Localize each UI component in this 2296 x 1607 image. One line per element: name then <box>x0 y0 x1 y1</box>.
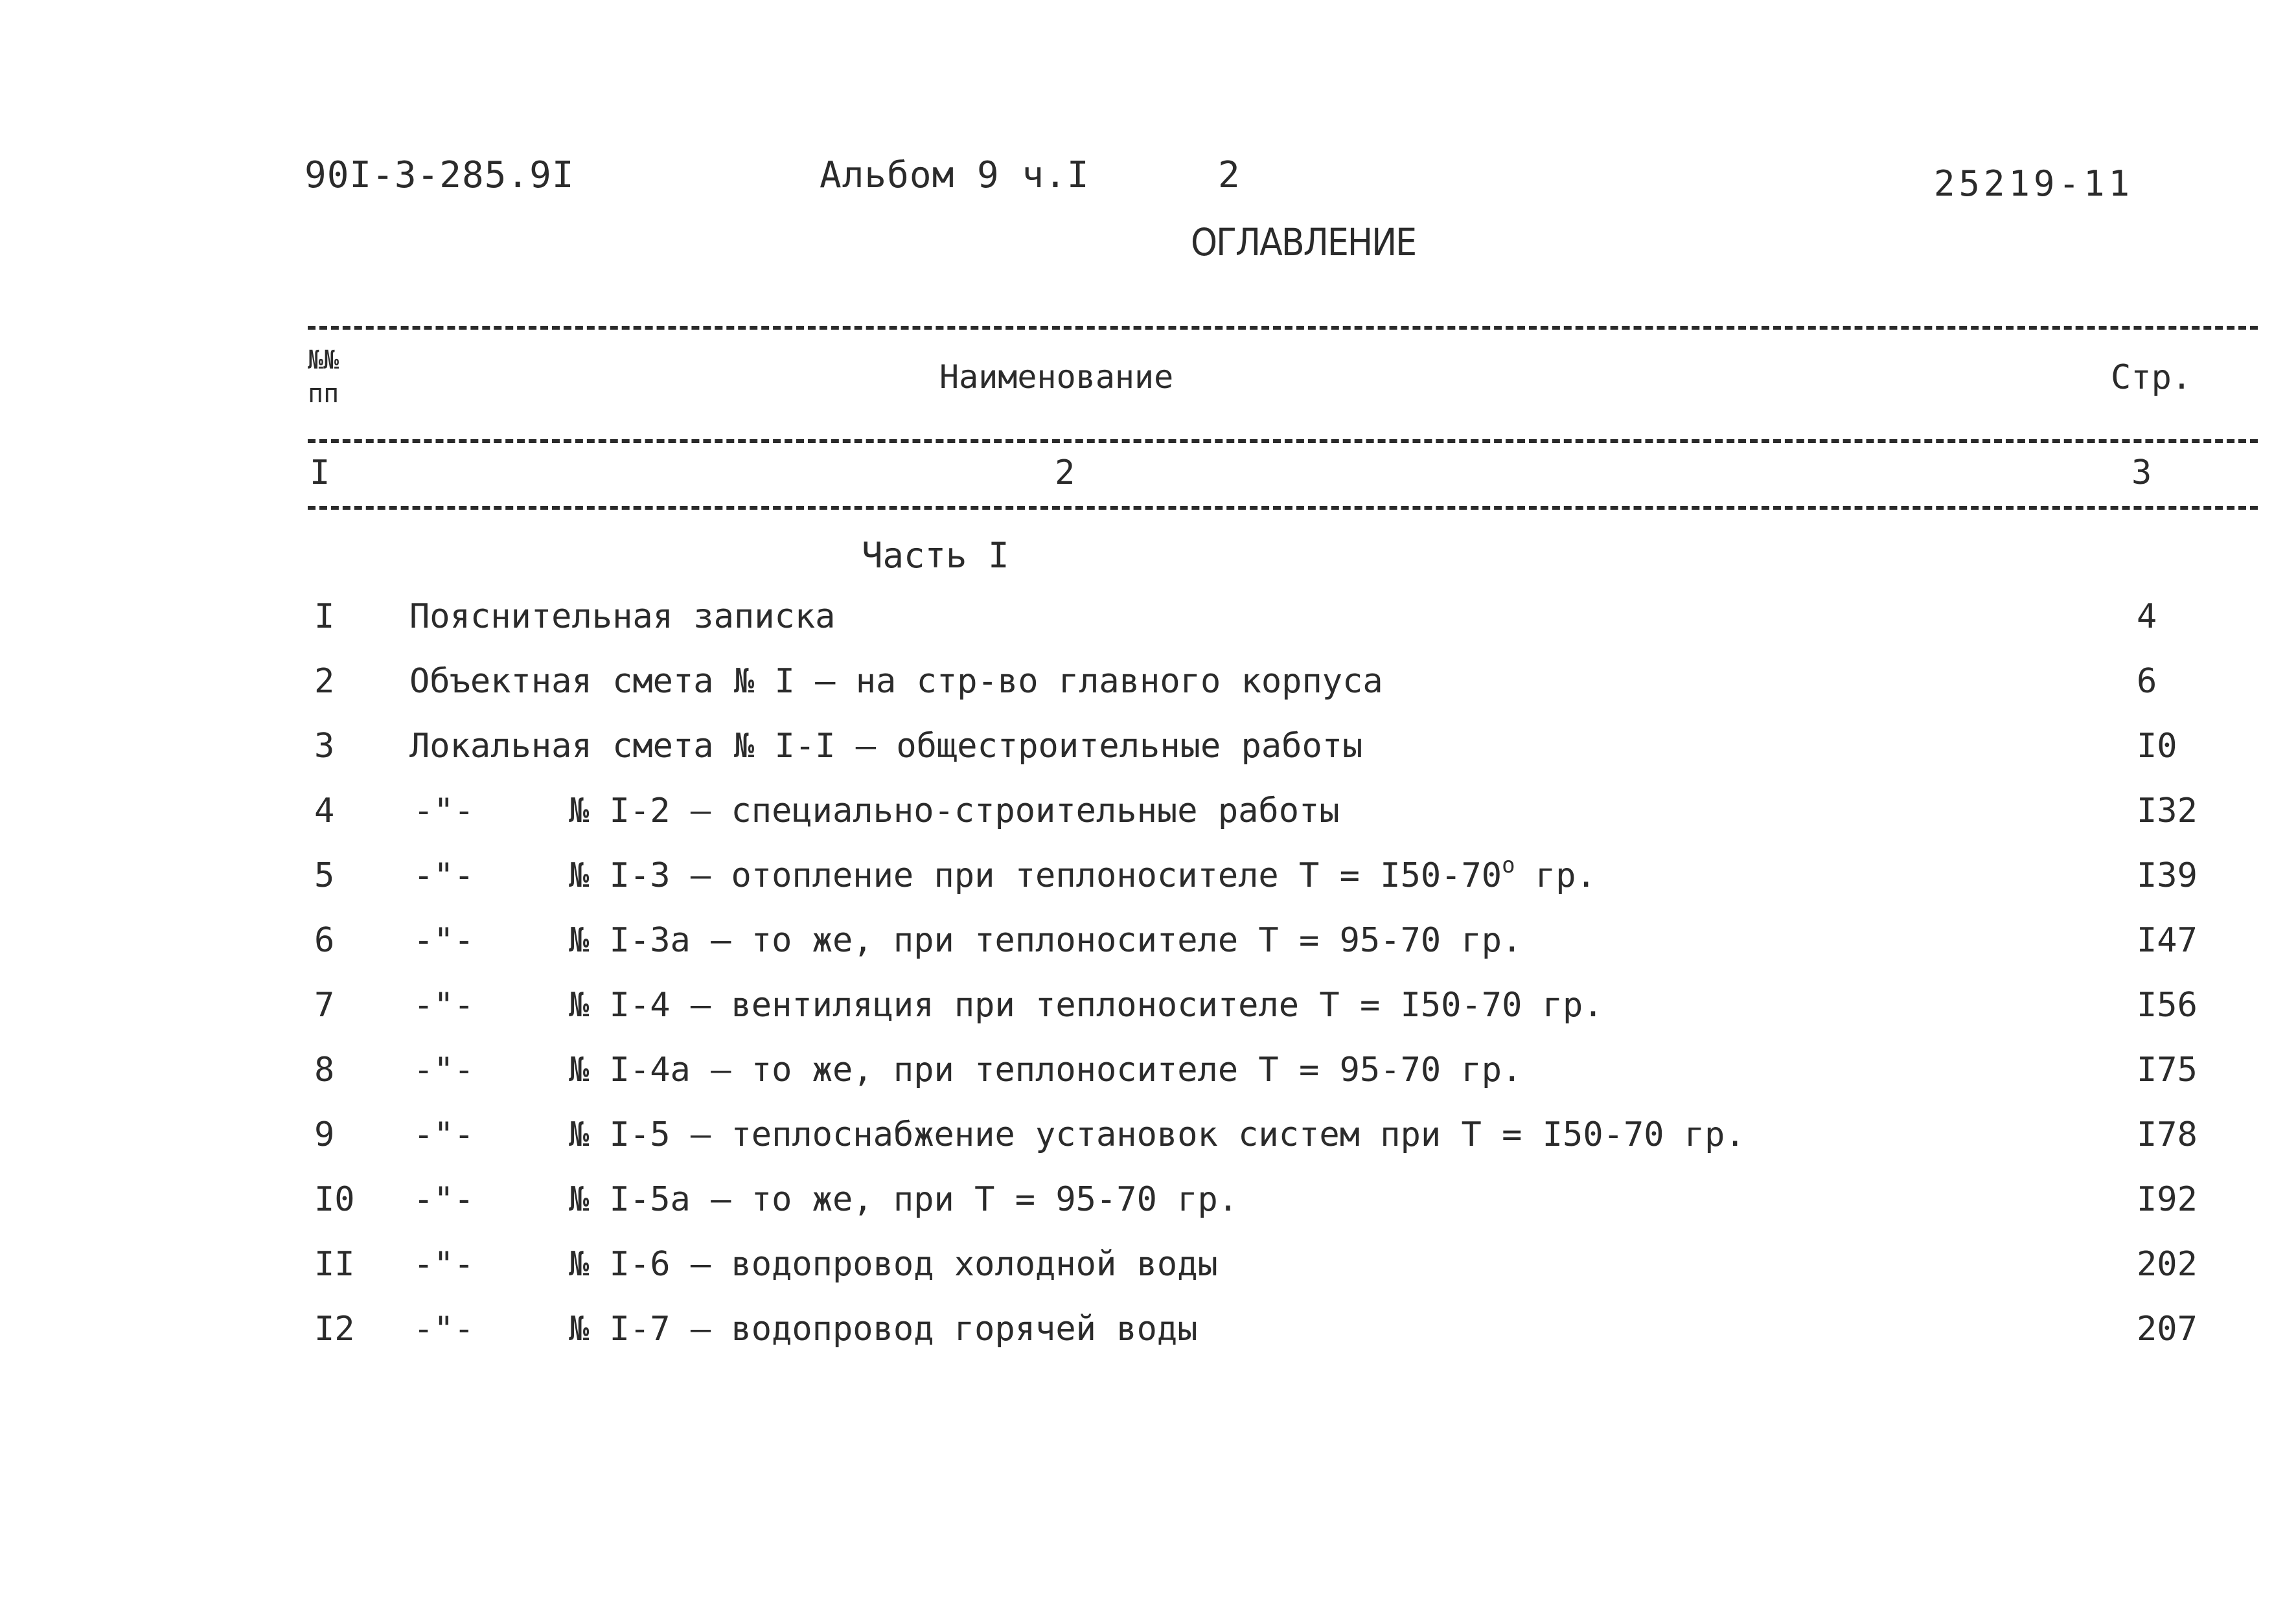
row-title: Объектная смета № I – на стр-во главного корпуса <box>409 662 1383 701</box>
row-title: № I-4а – то же, при теплоносителе Т = 95-70 гр. <box>569 1051 1522 1089</box>
row-page: 6 <box>2137 662 2157 701</box>
row-ditto: -"- <box>413 1115 474 1154</box>
row-title: № I-5а – то же, при Т = 95-70 гр. <box>569 1180 1239 1219</box>
row-page: I92 <box>2137 1180 2198 1219</box>
table-header-rule <box>308 439 2258 443</box>
row-page: I75 <box>2137 1051 2198 1089</box>
row-ditto: -"- <box>413 1180 474 1219</box>
row-page: 202 <box>2137 1245 2198 1284</box>
row-title: № I-5 – теплоснабжение установок систем при Т = I50-70 гр. <box>569 1115 1745 1154</box>
row-number: I <box>314 597 335 636</box>
row-page: 207 <box>2137 1310 2198 1349</box>
toc-row <box>0 921 2296 973</box>
degree-superscript: o <box>1502 852 1515 878</box>
row-title: № I-6 – водопровод холодной воды <box>569 1245 1218 1284</box>
toc-row <box>0 662 2296 714</box>
table-top-rule <box>308 326 2258 330</box>
row-number: 5 <box>314 856 335 895</box>
column-header-name: Наименование <box>939 358 1174 396</box>
row-number: 3 <box>314 727 335 766</box>
row-page: I47 <box>2137 921 2198 960</box>
column-number-1: I <box>310 453 330 492</box>
row-number: 2 <box>314 662 335 701</box>
column-number-2: 2 <box>1055 453 1075 492</box>
album-label: Альбом 9 ч.I <box>820 154 1090 196</box>
row-number: I2 <box>314 1310 355 1349</box>
row-number: 8 <box>314 1051 335 1089</box>
row-ditto: -"- <box>413 792 474 830</box>
row-number: 9 <box>314 1115 335 1154</box>
column-header-number-line2: пп <box>308 379 339 409</box>
toc-row <box>0 727 2296 779</box>
column-number-3: 3 <box>2131 453 2152 492</box>
toc-row <box>0 1051 2296 1102</box>
row-title: № I-2 – специально-строительные работы <box>569 792 1340 830</box>
row-title: Локальная смета № I-I – общестроительные работы <box>409 727 1363 766</box>
row-title-text: № I-3 – отопление при теплоносителе Т = I50-70 <box>569 856 1502 895</box>
section-heading: Часть I <box>862 535 1009 576</box>
row-ditto: -"- <box>413 1310 474 1349</box>
toc-row <box>0 792 2296 843</box>
toc-row <box>0 986 2296 1038</box>
row-ditto: -"- <box>413 1051 474 1089</box>
toc-row <box>0 597 2296 649</box>
row-number: II <box>314 1245 355 1284</box>
page-title: ОГЛАВЛЕНИЕ <box>1191 220 1416 264</box>
row-page: I39 <box>2137 856 2198 895</box>
toc-row <box>0 1180 2296 1232</box>
toc-row <box>0 1310 2296 1362</box>
toc-row <box>0 1245 2296 1297</box>
column-header-number-line1: №№ <box>308 345 339 375</box>
row-page: I0 <box>2137 727 2177 766</box>
row-page: I56 <box>2137 986 2198 1025</box>
toc-row <box>0 1115 2296 1167</box>
row-number: I0 <box>314 1180 355 1219</box>
row-title: № I-3а – то же, при теплоносителе Т = 95-70 гр. <box>569 921 1522 960</box>
row-ditto: -"- <box>413 921 474 960</box>
row-title: № I-4 – вентиляция при теплоносителе Т = I50-70 гр. <box>569 986 1603 1025</box>
page-number: 2 <box>1218 154 1241 196</box>
row-page: 4 <box>2137 597 2157 636</box>
row-title-tail: гр. <box>1515 856 1596 895</box>
row-number: 7 <box>314 986 335 1025</box>
column-header-page: Стр. <box>2111 358 2192 397</box>
document-code: 90I-3-285.9I <box>304 154 575 196</box>
row-title: № I-7 – водопровод горячей воды <box>569 1310 1198 1349</box>
row-ditto: -"- <box>413 856 474 895</box>
inventory-stamp: 25219-11 <box>1934 163 2134 204</box>
row-ditto: -"- <box>413 1245 474 1284</box>
row-page: I78 <box>2137 1115 2198 1154</box>
row-number: 4 <box>314 792 335 830</box>
row-title: Пояснительная записка <box>409 597 836 636</box>
toc-row <box>0 852 2296 908</box>
column-header-number <box>308 343 339 411</box>
row-page: I32 <box>2137 792 2198 830</box>
row-title <box>569 852 1596 895</box>
table-numbers-rule <box>308 506 2258 510</box>
row-number: 6 <box>314 921 335 960</box>
row-ditto: -"- <box>413 986 474 1025</box>
